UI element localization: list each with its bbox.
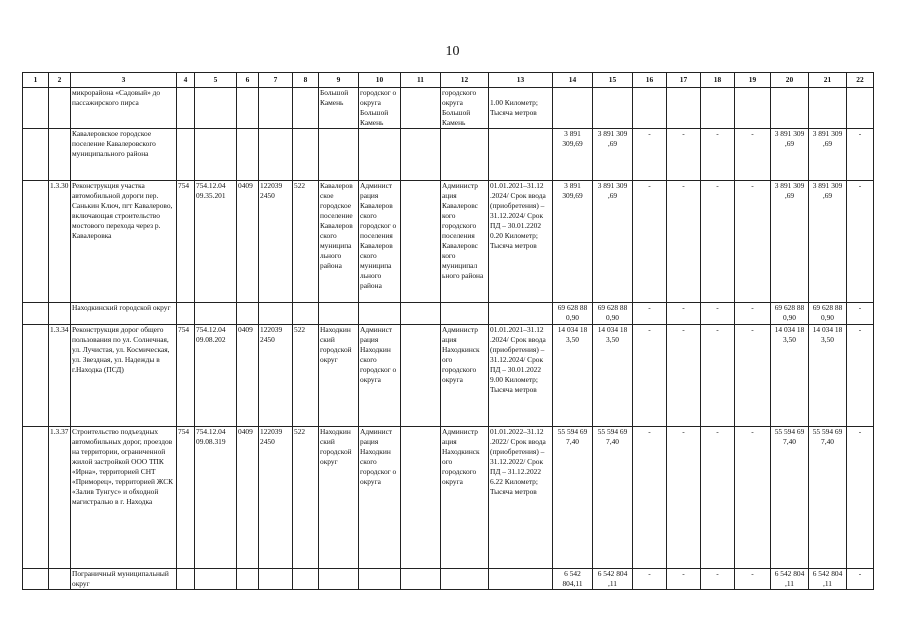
cell: - [701,303,735,325]
cell [809,88,847,129]
cell [401,88,441,129]
cell: Пограничный муниципальный округ [71,569,177,590]
cell: 55 594 69 7,40 [593,427,633,569]
col-header-6: 6 [237,73,259,88]
cell: 14 034 18 3,50 [771,325,809,427]
cell: - [735,569,771,590]
cell: 6 542 804,11 [553,569,593,590]
cell [401,303,441,325]
cell: 1.00 Километр; Тысяча метров [489,88,553,129]
cell: 01.01.2022–31.12 .2022/ Срок ввода (приобретения) – 31.12.2022/ Срок ПД – 31.12.2022 6.22 Километр; Тысяча метров [489,427,553,569]
cell: 14 034 18 3,50 [553,325,593,427]
page-number: 10 [445,44,460,59]
cell [489,569,553,590]
cell: 1.3.30 [49,181,71,303]
cell: - [847,303,874,325]
cell: 754 [177,325,195,427]
cell: 122039 2450 [259,325,293,427]
cell [23,129,49,181]
cell: 754 [177,427,195,569]
cell: 55 594 69 7,40 [809,427,847,569]
cell [49,129,71,181]
cell [441,569,489,590]
cell [441,129,489,181]
cell: - [667,129,701,181]
cell: - [667,181,701,303]
cell [177,129,195,181]
cell: 55 594 69 7,40 [771,427,809,569]
cell: - [701,569,735,590]
cell [23,569,49,590]
cell [359,129,401,181]
cell: - [701,129,735,181]
cell: Находкинский городской округ [71,303,177,325]
cell: 14 034 18 3,50 [593,325,633,427]
cell: 522 [293,427,319,569]
cell [23,88,49,129]
cell [259,129,293,181]
cell [319,129,359,181]
cell [49,303,71,325]
cell: - [847,325,874,427]
cell [23,303,49,325]
cell: 69 628 88 0,90 [771,303,809,325]
cell [293,303,319,325]
cell [49,88,71,129]
cell [49,569,71,590]
col-header-7: 7 [259,73,293,88]
col-header-17: 17 [667,73,701,88]
cell: 522 [293,181,319,303]
cell: 1.3.37 [49,427,71,569]
cell [401,325,441,427]
cell [593,88,633,129]
cell [195,88,237,129]
cell: Админист рация Кавалеров ского городског о поселения Кавалеров ского муниципа льного района [359,181,401,303]
cell: - [667,325,701,427]
cell: 01.01.2021–31.12 .2024/ Срок ввода (приобретения) – 31.12.2024/ Срок ПД – 30.01.2202 0.20 Километр; Тысяча метров [489,181,553,303]
col-header-12: 12 [441,73,489,88]
cell: 754.12.04 09.08.319 [195,427,237,569]
cell: 3 891 309 ,69 [771,181,809,303]
cell: 3 891 309 ,69 [809,181,847,303]
cell: Администр ация Находкинск ого городского округа [441,325,489,427]
cell: 69 628 88 0,90 [593,303,633,325]
cell: 3 891 309 ,69 [771,129,809,181]
cell: - [633,129,667,181]
cell: - [667,303,701,325]
cell [359,569,401,590]
cell [293,569,319,590]
table-row [23,569,874,590]
cell: 55 594 69 7,40 [553,427,593,569]
cell: 6 542 804 ,11 [809,569,847,590]
cell: 522 [293,325,319,427]
cell: 69 628 88 0,90 [809,303,847,325]
cell [735,88,771,129]
column-number-row [23,73,874,88]
cell: 14 034 18 3,50 [809,325,847,427]
cell: Админист рация Находкин ского городског о округа [359,427,401,569]
cell [23,325,49,427]
cell [293,129,319,181]
cell: 754.12.04 09.08.202 [195,325,237,427]
cell [237,303,259,325]
cell: Находкин ский городской округ [319,427,359,569]
cell: Строительство подъездных автомобильных дорог, проездов на территории, ограниченной жилой застройкой ООО ТПК «Ирна», территорией СНТ «Приморец», территорией ЖСК «Залив Тунгус» и обходной магистралью в г. Находка [71,427,177,569]
cell [259,88,293,129]
col-header-5: 5 [195,73,237,88]
cell [401,129,441,181]
cell: - [847,569,874,590]
cell: Администр ация Находкинск ого городского округа [441,427,489,569]
cell: 0409 [237,427,259,569]
cell [489,129,553,181]
col-header-15: 15 [593,73,633,88]
col-header-22: 22 [847,73,874,88]
cell: - [667,569,701,590]
cell: 3 891 309,69 [553,129,593,181]
table-row [23,181,874,303]
col-header-2: 2 [49,73,71,88]
cell: Находкин ский городской округ [319,325,359,427]
cell: Большой Камень [319,88,359,129]
cell [177,88,195,129]
col-header-21: 21 [809,73,847,88]
cell [401,181,441,303]
col-header-4: 4 [177,73,195,88]
cell [319,569,359,590]
col-header-14: 14 [553,73,593,88]
table-row [23,88,874,129]
col-header-19: 19 [735,73,771,88]
cell: - [847,129,874,181]
cell [195,129,237,181]
col-header-13: 13 [489,73,553,88]
cell: - [735,181,771,303]
cell [633,88,667,129]
cell: 6 542 804 ,11 [771,569,809,590]
cell: - [633,181,667,303]
cell: - [735,325,771,427]
cell: - [633,427,667,569]
table-row [23,325,874,427]
cell: - [633,569,667,590]
cell: - [847,427,874,569]
cell: Реконструкция дорог общего пользования по ул. Солнечная, ул. Лучистая, ул. Космическая, ул. Звездная, ул. Надежды в г.Находка (ПСД) [71,325,177,427]
col-header-20: 20 [771,73,809,88]
table-row [23,129,874,181]
budget-table [22,72,874,590]
cell: - [633,303,667,325]
cell [667,88,701,129]
cell [771,88,809,129]
cell [359,303,401,325]
cell: - [847,181,874,303]
cell [847,88,874,129]
cell: 69 628 88 0,90 [553,303,593,325]
cell: 3 891 309 ,69 [593,181,633,303]
cell [319,303,359,325]
col-header-10: 10 [359,73,401,88]
cell: 6 542 804 ,11 [593,569,633,590]
col-header-1: 1 [23,73,49,88]
cell [237,88,259,129]
cell [237,569,259,590]
cell: Администр ация Кавалеровс кого городского поселения Кавалеровс кого муниципал ьного района [441,181,489,303]
cell: 0409 [237,325,259,427]
cell: - [701,427,735,569]
cell: микрорайона «Садовый» до пассажирского пирса [71,88,177,129]
cell: 122039 2450 [259,427,293,569]
col-header-16: 16 [633,73,667,88]
cell [23,181,49,303]
cell: - [667,427,701,569]
cell: 3 891 309 ,69 [809,129,847,181]
cell [177,569,195,590]
cell [401,427,441,569]
cell: 754 [177,181,195,303]
cell: 01.01.2021–31.12 .2024/ Срок ввода (приобретения) – 31.12.2024/ Срок ПД – 30.01.2022 9.00 Километр; Тысяча метров [489,325,553,427]
cell: 3 891 309 ,69 [593,129,633,181]
cell: - [701,181,735,303]
table-row [23,303,874,325]
cell: Админист рация Находкин ского городског о округа [359,325,401,427]
cell: 754.12.04 09.35.201 [195,181,237,303]
cell [195,303,237,325]
cell [195,569,237,590]
cell: городского округа Большой Камень [441,88,489,129]
col-header-18: 18 [701,73,735,88]
cell: 0409 [237,181,259,303]
cell: Кавалеров ское городское поселение Кавалеров ского муниципа льного района [319,181,359,303]
cell: - [735,427,771,569]
cell: - [633,325,667,427]
cell [237,129,259,181]
cell: 3 891 309,69 [553,181,593,303]
col-header-8: 8 [293,73,319,88]
cell [401,569,441,590]
cell [701,88,735,129]
cell: Кавалеровское городское поселение Кавалеровского муниципального района [71,129,177,181]
cell [177,303,195,325]
cell [553,88,593,129]
cell [23,427,49,569]
cell: Реконструкция участка автомобильной дороги пер. Санькин Ключ, пгт Кавалерово, включающая строительство мостового перехода через р. Кавалеровка [71,181,177,303]
col-header-9: 9 [319,73,359,88]
cell: 122039 2450 [259,181,293,303]
col-header-11: 11 [401,73,441,88]
table-row [23,427,874,569]
cell [259,569,293,590]
cell [441,303,489,325]
cell: городског о округа Большой Камень [359,88,401,129]
cell: 1.3.34 [49,325,71,427]
cell: - [735,303,771,325]
cell: - [735,129,771,181]
col-header-3: 3 [71,73,177,88]
cell [293,88,319,129]
cell: - [701,325,735,427]
cell [259,303,293,325]
cell [489,303,553,325]
